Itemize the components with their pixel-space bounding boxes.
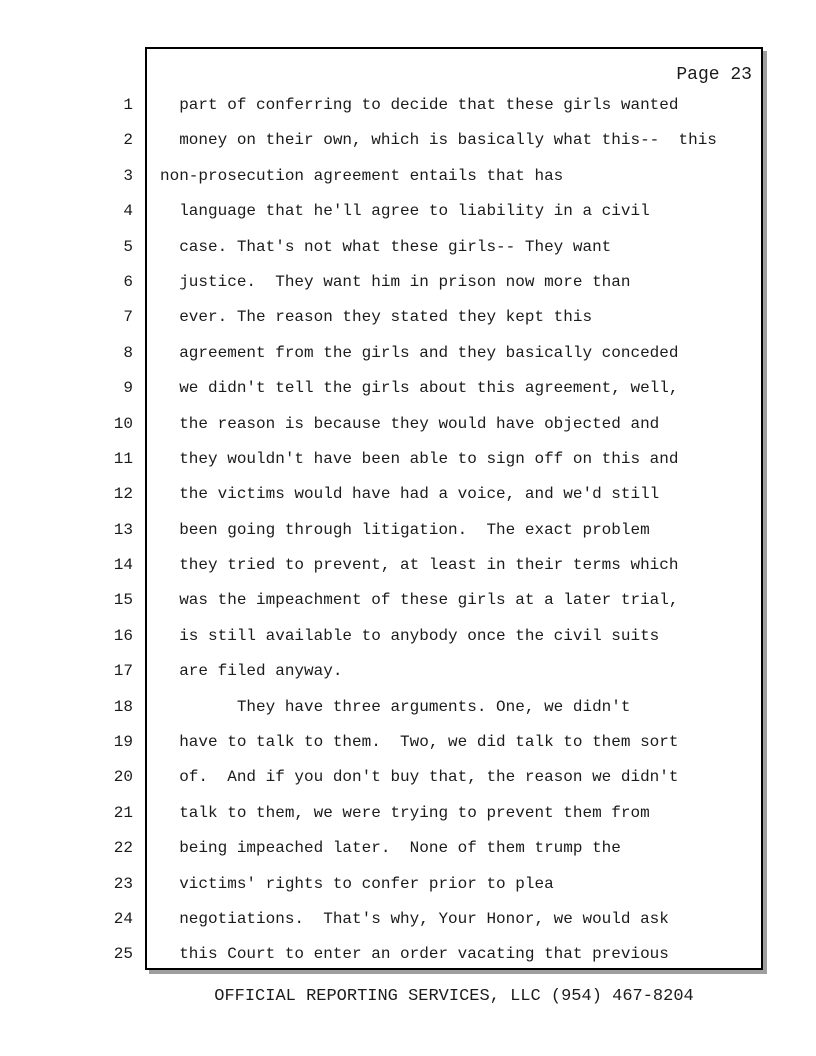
transcript-line	[0, 336, 816, 371]
line-number: 16	[113, 626, 133, 645]
line-number: 2	[123, 131, 133, 150]
transcript-line	[0, 265, 816, 300]
line-number: 14	[113, 556, 133, 575]
page-number-label: Page 23	[676, 65, 752, 85]
transcript-line	[0, 230, 816, 265]
transcript-line	[0, 300, 816, 335]
transcript-line	[0, 867, 816, 902]
transcript-line	[0, 548, 816, 583]
transcript-line	[0, 371, 816, 406]
line-number: 10	[113, 414, 133, 433]
line-number: 22	[113, 839, 133, 858]
transcript-line	[0, 796, 816, 831]
line-number: 8	[123, 343, 133, 362]
line-number: 1	[123, 96, 133, 114]
line-text: They have three arguments. One, we didn't	[160, 697, 631, 716]
line-text: non-prosecution agreement entails that has	[160, 166, 564, 185]
transcript-line	[0, 937, 816, 972]
line-number: 3	[123, 166, 133, 185]
transcript-line	[0, 619, 816, 654]
line-text: ever. The reason they stated they kept this	[160, 308, 593, 327]
transcript-line	[0, 725, 816, 760]
line-number: 15	[113, 591, 133, 610]
line-text: was the impeachment of these girls at a later trial,	[160, 591, 679, 610]
line-text: victims' rights to confer prior to plea	[160, 874, 554, 893]
line-number: 24	[113, 909, 133, 928]
line-text: negotiations. That's why, Your Honor, we would ask	[160, 909, 669, 928]
line-text: case. That's not what these girls-- They want	[160, 237, 612, 256]
line-number: 5	[123, 237, 133, 256]
line-text: language that he'll agree to liability in a civil	[160, 202, 650, 221]
line-number: 21	[113, 803, 133, 822]
transcript-line	[0, 831, 816, 866]
line-text: talk to them, we were trying to prevent them from	[160, 803, 650, 822]
line-text: are filed anyway.	[160, 662, 343, 681]
line-text: the victims would have had a voice, and we'd still	[160, 485, 660, 504]
transcript-line	[0, 902, 816, 937]
transcript-line	[0, 159, 816, 194]
line-number: 6	[123, 272, 133, 291]
line-text: we didn't tell the girls about this agreement, well,	[160, 379, 679, 398]
line-text: the reason is because they would have objected and	[160, 414, 660, 433]
line-number: 11	[113, 449, 133, 468]
line-number: 4	[123, 202, 133, 221]
line-number: 23	[113, 874, 133, 893]
line-text: money on their own, which is basically what this-- this	[160, 131, 717, 150]
transcript-line	[0, 407, 816, 442]
line-number: 25	[113, 945, 133, 964]
line-text: of. And if you don't buy that, the reason we didn't	[160, 768, 679, 787]
transcript-line	[0, 123, 816, 158]
line-text: they wouldn't have been able to sign off on this and	[160, 449, 679, 468]
transcript-line	[0, 88, 816, 123]
transcript-line	[0, 654, 816, 689]
line-number: 13	[113, 520, 133, 539]
line-text: this Court to enter an order vacating that previous	[160, 945, 669, 964]
line-text: being impeached later. None of them trump the	[160, 839, 621, 858]
transcript-lines	[0, 88, 816, 973]
line-number: 9	[123, 379, 133, 398]
line-number: 18	[113, 697, 133, 716]
line-number: 12	[113, 485, 133, 504]
transcript-line	[0, 760, 816, 795]
line-text: justice. They want him in prison now more than	[160, 272, 631, 291]
transcript-line	[0, 442, 816, 477]
line-number: 17	[113, 662, 133, 681]
line-text: is still available to anybody once the civil suits	[160, 626, 660, 645]
line-text: have to talk to them. Two, we did talk to them sort	[160, 733, 679, 752]
transcript-line	[0, 194, 816, 229]
transcript-line	[0, 690, 816, 725]
transcript-line	[0, 583, 816, 618]
line-text: been going through litigation. The exact problem	[160, 520, 650, 539]
line-text: they tried to prevent, at least in their terms which	[160, 556, 679, 575]
transcript-line	[0, 513, 816, 548]
line-number: 7	[123, 308, 133, 327]
line-number: 19	[113, 733, 133, 752]
line-text: agreement from the girls and they basically conceded	[160, 343, 679, 362]
line-number: 20	[113, 768, 133, 787]
reporter-footer: OFFICIAL REPORTING SERVICES, LLC (954) 467-8204	[214, 987, 694, 1006]
line-text: part of conferring to decide that these girls wanted	[160, 96, 679, 114]
transcript-line	[0, 477, 816, 512]
